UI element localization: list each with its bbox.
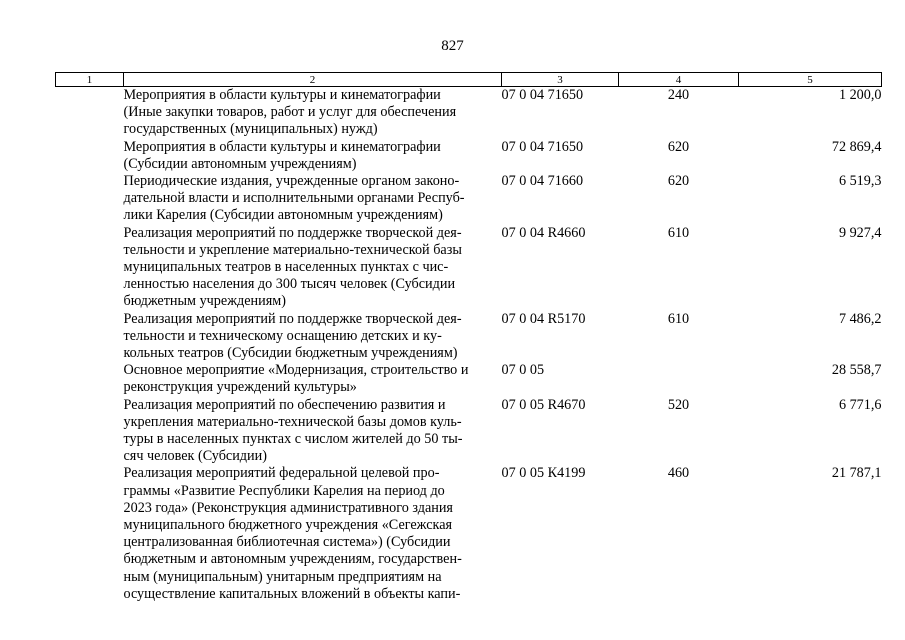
row-empty-cell	[56, 139, 124, 173]
table-row	[56, 311, 882, 363]
row-empty-cell	[56, 362, 124, 396]
row-name-line: дательной власти и исполнительными органами Респуб-	[123, 190, 465, 207]
row-name-cell	[124, 173, 502, 225]
row-type-cell: 620	[667, 173, 690, 190]
row-name-line: (Иные закупки товаров, работ и услуг для обеспечения	[123, 104, 457, 121]
row-amount-cell: 7 486,2	[838, 310, 882, 327]
row-empty-cell	[56, 173, 124, 225]
header-col-5: 5	[739, 73, 882, 87]
row-type-cell: 620	[667, 138, 690, 155]
row-name-cell	[124, 465, 502, 603]
row-name-line: государственных (муниципальных) нужд)	[123, 121, 378, 138]
table-row	[56, 87, 882, 139]
row-name-line: Основное мероприятие «Модернизация, строительство и	[123, 362, 469, 379]
header-col-1: 1	[56, 73, 124, 87]
row-name-line: Периодические издания, учрежденные органом законо-	[123, 173, 460, 190]
row-name-line: 2023 года» (Реконструкция административного здания	[123, 499, 453, 516]
row-name-cell	[124, 311, 502, 363]
row-type-cell: 520	[667, 396, 690, 413]
row-name-line: осуществление капитальных вложений в объекты капи-	[123, 585, 461, 602]
row-name-line: ным (муниципальным) унитарным предприятиям на	[123, 568, 442, 585]
row-amount-cell: 72 869,4	[831, 138, 882, 155]
row-name-cell	[124, 139, 502, 173]
row-name-line: Реализация мероприятий по поддержке творческой дея-	[123, 310, 462, 327]
row-name-line: реконструкция учреждений культуры»	[123, 379, 357, 396]
row-name-line: туры в населенных пунктах с числом жителей до 50 ты-	[123, 431, 463, 448]
row-code-cell: 07 0 04 R4660	[501, 224, 586, 241]
header-col-4: 4	[619, 73, 739, 87]
row-name-cell	[124, 87, 502, 139]
table-row	[56, 225, 882, 311]
row-name-line: бюджетным и автономным учреждениям, государствен-	[123, 551, 462, 568]
row-amount-cell: 6 771,6	[838, 396, 882, 413]
row-code-cell: 07 0 04 71650	[501, 87, 584, 103]
row-type-cell	[619, 362, 739, 396]
page-number: 827	[441, 38, 464, 54]
row-amount-cell: 28 558,7	[831, 362, 882, 379]
table-row	[56, 173, 882, 225]
row-type-cell: 610	[667, 224, 690, 241]
row-code-cell: 07 0 05 R4670	[501, 396, 586, 413]
row-name-line: Реализация мероприятий по поддержке творческой дея-	[123, 224, 462, 241]
row-empty-cell	[56, 465, 124, 603]
header-col-2: 2	[124, 73, 502, 87]
row-empty-cell	[56, 311, 124, 363]
table-row	[56, 465, 882, 603]
row-code-cell: 07 0 04 71650	[501, 138, 584, 155]
row-amount-cell: 6 519,3	[838, 173, 882, 190]
row-name-line: ленностью населения до 300 тысяч человек (Субсидии	[123, 276, 456, 293]
row-amount-cell: 21 787,1	[831, 465, 882, 482]
row-name-line: граммы «Развитие Республики Карелия на период до	[123, 482, 445, 499]
row-name-line: централизованная библиотечная система») (Субсидии	[123, 534, 451, 551]
row-name-cell	[124, 225, 502, 311]
row-name-line: Мероприятия в области культуры и кинематографии	[123, 87, 441, 103]
row-name-line: лики Карелия (Субсидии автономным учреждениям)	[123, 207, 443, 224]
row-name-line: (Субсидии автономным учреждениям)	[123, 155, 357, 172]
row-name-line: кольных театров (Субсидии бюджетным учреждениям)	[123, 345, 458, 362]
table-row	[56, 362, 882, 396]
row-empty-cell	[56, 397, 124, 466]
row-name-line: тельности и укрепление материально-технической базы	[123, 241, 462, 258]
row-type-cell: 610	[667, 310, 690, 327]
budget-table	[55, 72, 882, 603]
row-amount-cell: 9 927,4	[838, 224, 882, 241]
row-code-cell: 07 0 04 71660	[501, 173, 584, 190]
table-row	[56, 139, 882, 173]
row-name-line: сяч человек (Субсидии)	[123, 448, 267, 465]
row-name-line: укрепления материально-технической базы домов куль-	[123, 413, 462, 430]
table-row	[56, 397, 882, 466]
row-code-cell: 07 0 05 К4199	[501, 465, 586, 482]
row-type-cell: 240	[667, 87, 690, 103]
table-body	[56, 87, 882, 604]
row-name-line: Реализация мероприятий по обеспечению развития и	[123, 396, 446, 413]
row-empty-cell	[56, 225, 124, 311]
row-name-cell	[124, 397, 502, 466]
row-amount-cell: 1 200,0	[838, 87, 882, 103]
row-empty-cell	[56, 87, 124, 139]
header-row	[56, 73, 882, 87]
row-code-cell: 07 0 05	[501, 362, 545, 379]
row-code-cell: 07 0 04 R5170	[501, 310, 586, 327]
row-name-line: тельности и техническому оснащению детских и ку-	[123, 327, 442, 344]
row-name-line: Мероприятия в области культуры и кинематографии	[123, 138, 441, 155]
row-name-line: муниципального бюджетного учреждения «Сегежская	[123, 517, 453, 534]
header-col-3: 3	[502, 73, 619, 87]
row-name-line: бюджетным учреждениям)	[123, 293, 286, 310]
row-type-cell: 460	[667, 465, 690, 482]
row-name-line: Реализация мероприятий федеральной целевой про-	[123, 465, 440, 482]
row-name-line: муниципальных театров в населенных пунктах с чис-	[123, 259, 449, 276]
row-name-cell	[124, 362, 502, 396]
table-header	[56, 73, 882, 87]
